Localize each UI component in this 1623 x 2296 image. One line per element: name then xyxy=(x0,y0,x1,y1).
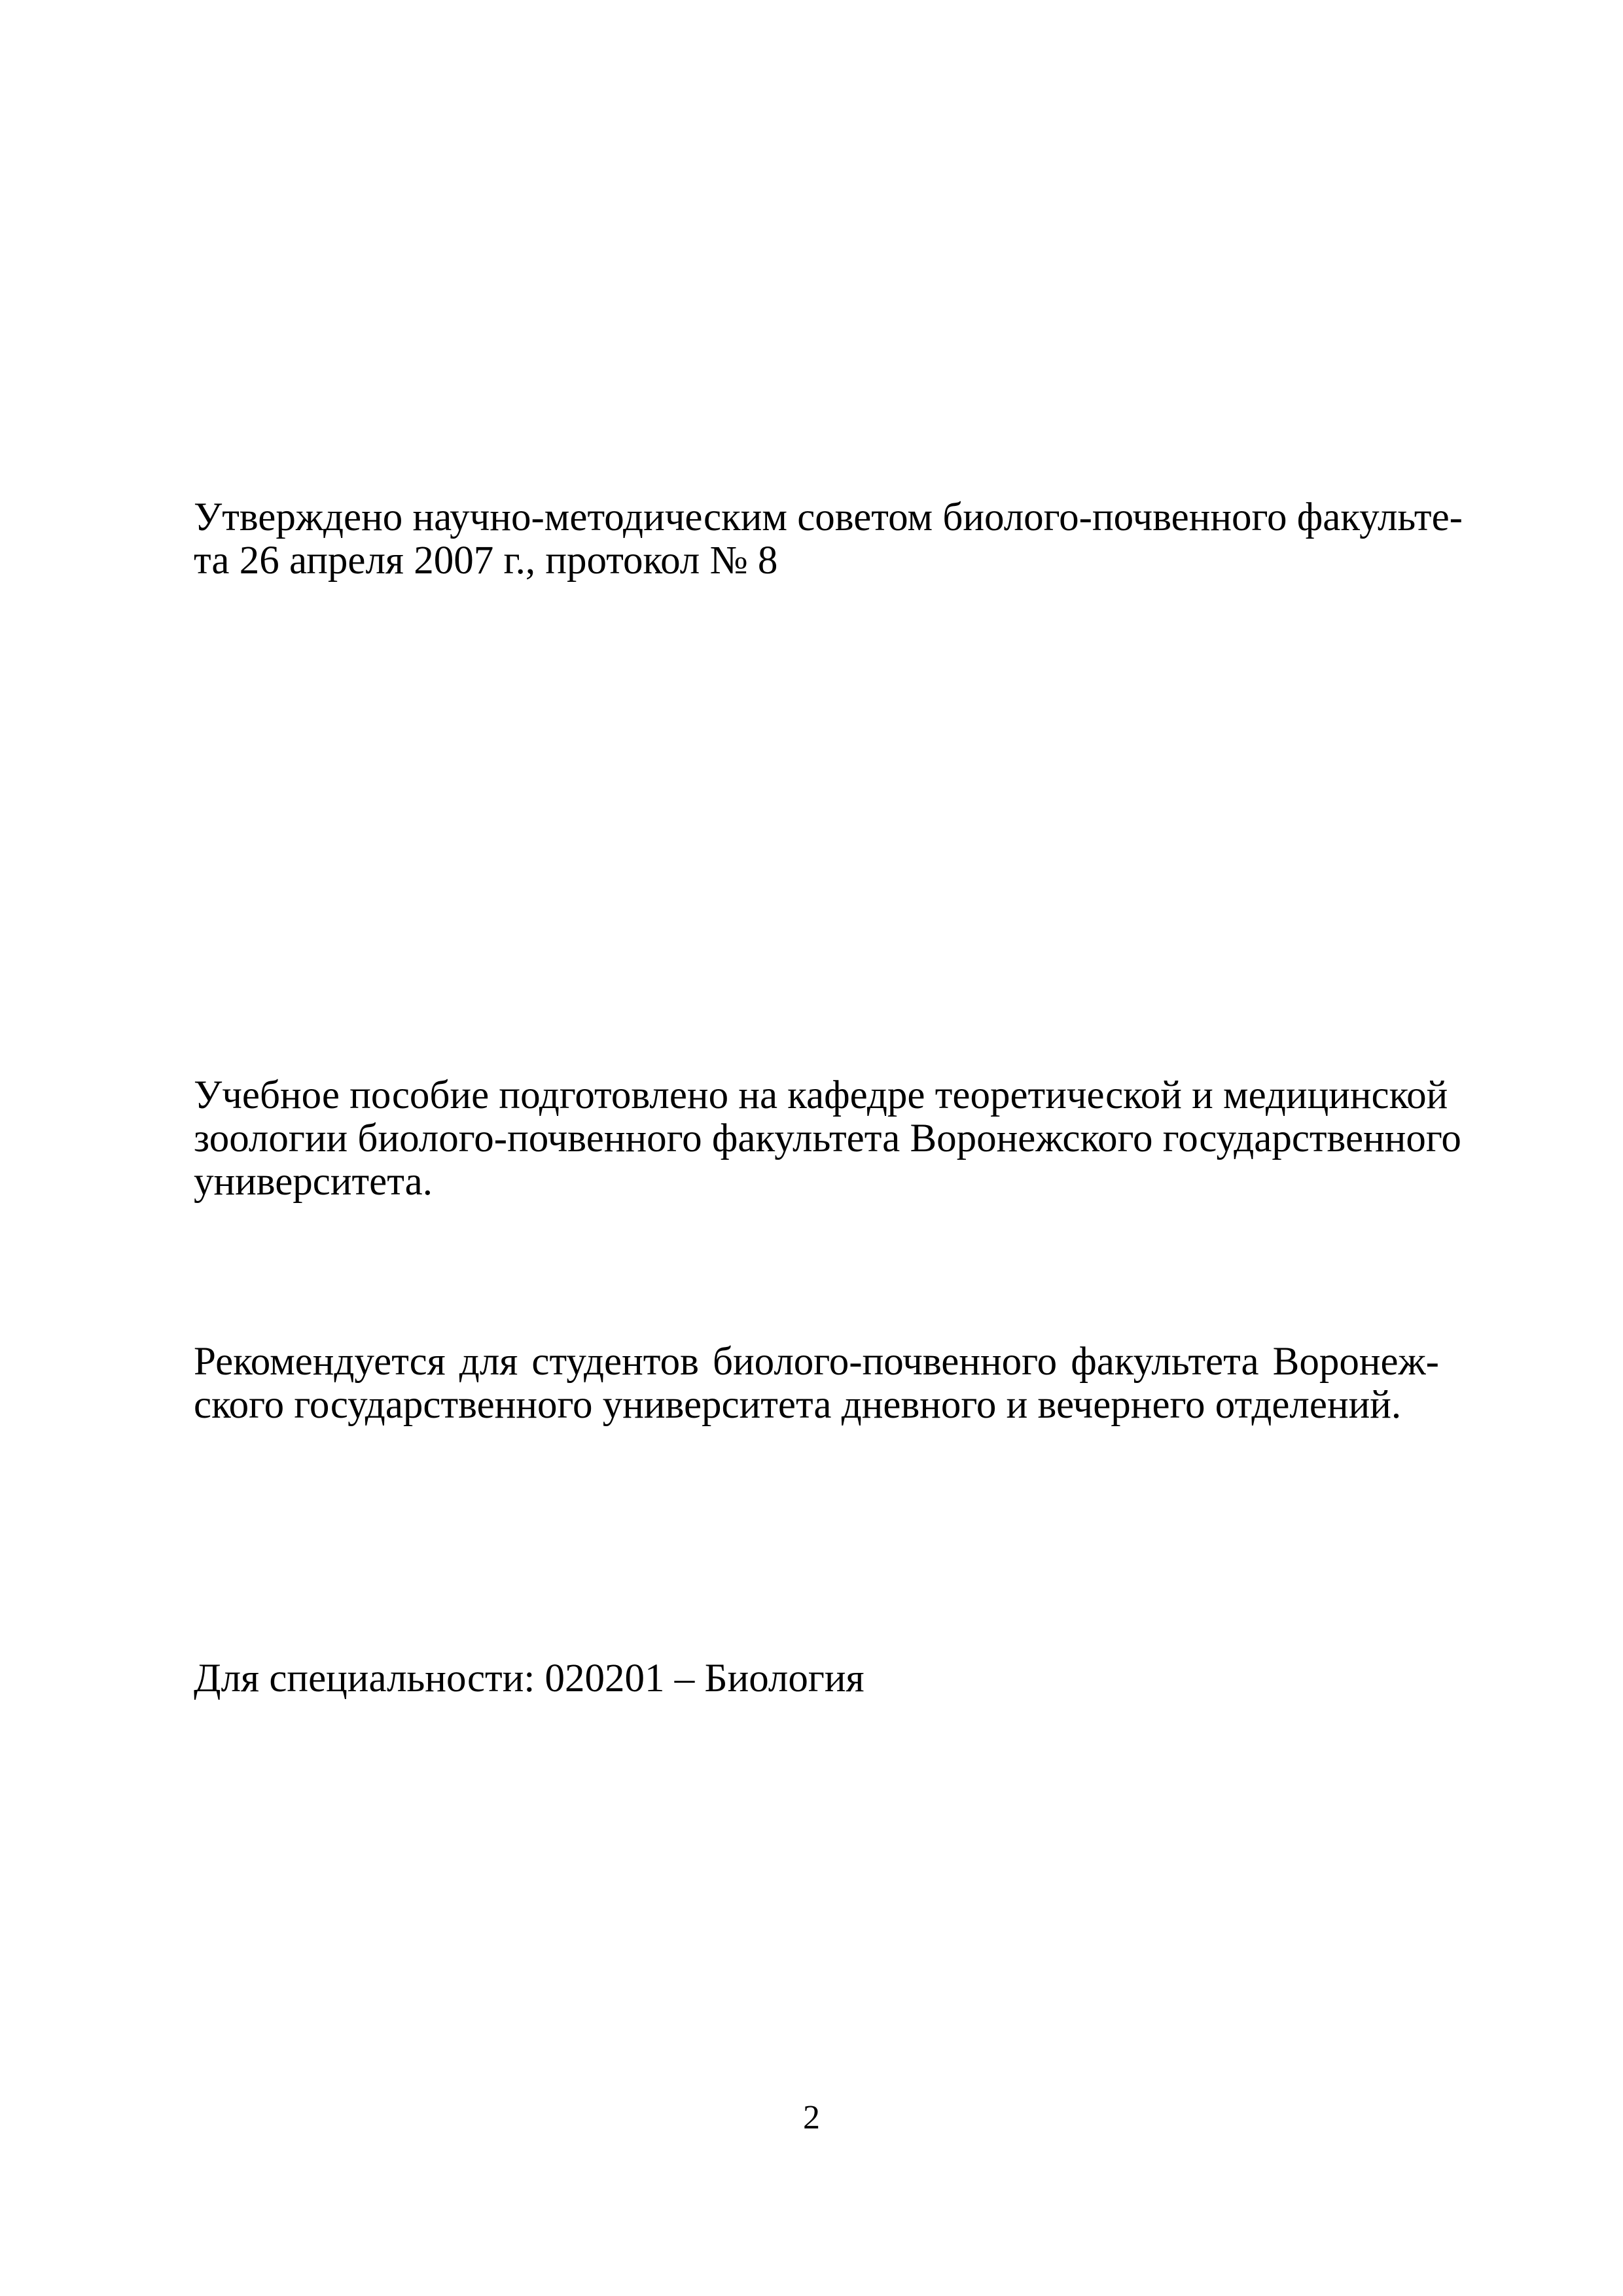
preparation-line-3: университета. xyxy=(194,1160,433,1204)
specialty-paragraph xyxy=(194,1657,1439,1700)
recommendation-line-1: Рекомендуется для студентов биолого-почвенного факультета Воронеж- xyxy=(194,1340,1439,1384)
page-number: 2 xyxy=(803,2099,820,2136)
approval-line-1: Утверждено научно-методическим советом биолого-почвенного факульте- xyxy=(194,495,1463,539)
recommendation-paragraph xyxy=(194,1340,1439,1427)
recommendation-line-2: ского государственного университета дневного и вечернего отделений. xyxy=(194,1383,1402,1427)
preparation-line-2: зоологии биолого-почвенного факультета Воронежского государственного xyxy=(194,1117,1461,1160)
preparation-paragraph xyxy=(194,1073,1461,1204)
specialty-line: Для специальности: 020201 – Биология xyxy=(194,1657,865,1700)
preparation-line-1: Учебное пособие подготовлено на кафедре теоретической и медицинской xyxy=(194,1073,1448,1117)
approval-paragraph xyxy=(194,495,1463,583)
approval-line-2: та 26 апреля 2007 г., протокол № 8 xyxy=(194,539,778,583)
